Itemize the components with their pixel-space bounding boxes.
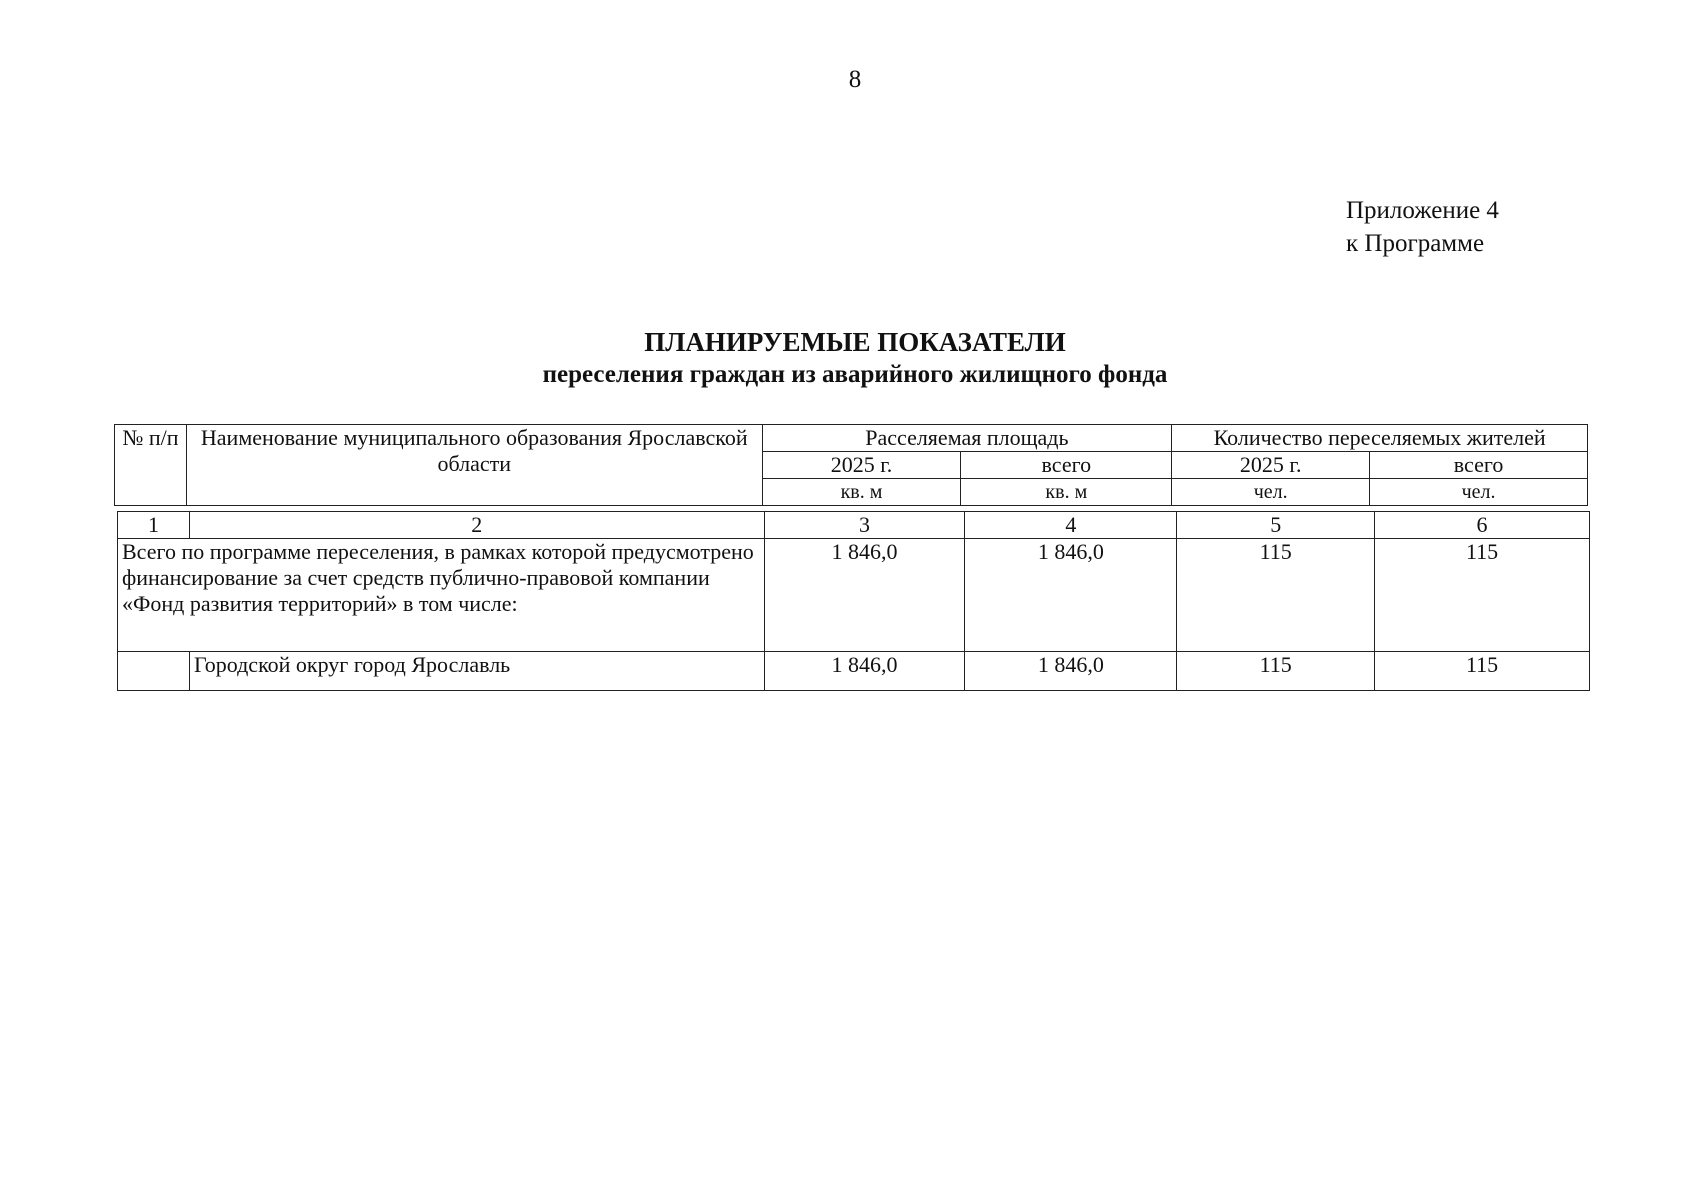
column-number: 4 [965, 512, 1177, 539]
title-main: ПЛАНИРУЕМЫЕ ПОКАЗАТЕЛИ [644, 327, 1066, 357]
row-city-area-total: 1 846,0 [965, 652, 1177, 691]
header-area-total: всего [961, 452, 1172, 479]
row-city-label: Городской округ город Ярославль [189, 652, 764, 691]
row-total-area-total: 1 846,0 [965, 539, 1177, 652]
unit-people-total: чел. [1370, 479, 1588, 506]
header-area-group: Расселяемая площадь [762, 425, 1172, 452]
table-body [117, 511, 1590, 691]
table-row [118, 539, 1590, 652]
header-num: № п/п [115, 425, 187, 506]
column-number: 3 [764, 512, 965, 539]
table-row [118, 652, 1590, 691]
column-number: 6 [1375, 512, 1590, 539]
column-number: 2 [189, 512, 764, 539]
row-city-people-2025: 115 [1177, 652, 1375, 691]
row-city-area-2025: 1 846,0 [764, 652, 965, 691]
unit-area-total: кв. м [961, 479, 1172, 506]
column-number: 1 [118, 512, 190, 539]
row-city-num [118, 652, 190, 691]
column-number: 5 [1177, 512, 1375, 539]
column-number-row [118, 512, 1590, 539]
header-name: Наименование муниципального образования Ярославской области [186, 425, 762, 506]
row-city-people-total: 115 [1375, 652, 1590, 691]
appendix-line-1: Приложение 4 [1346, 197, 1499, 224]
appendix-line-2: к Программе [1346, 230, 1485, 257]
header-people-year: 2025 г. [1172, 452, 1370, 479]
page-number: 8 [848, 66, 862, 93]
appendix-note [1346, 194, 1499, 260]
row-total-area-2025: 1 846,0 [764, 539, 965, 652]
row-total-people-2025: 115 [1177, 539, 1375, 652]
row-total-label: Всего по программе переселения, в рамках которой предусмотрено финансирование за счет средств публично-правовой компании «Фонд развития территорий» в том числе: [118, 539, 765, 652]
unit-area-year: кв. м [762, 479, 961, 506]
header-residents-group: Количество переселяемых жителей [1172, 425, 1588, 452]
header-area-year: 2025 г. [762, 452, 961, 479]
table-header [114, 424, 1588, 506]
header-people-total: всего [1370, 452, 1588, 479]
document-title [0, 325, 1697, 391]
unit-people-year: чел. [1172, 479, 1370, 506]
title-sub: переселения граждан из аварийного жилищного фонда [542, 361, 1168, 388]
row-total-people-total: 115 [1375, 539, 1590, 652]
